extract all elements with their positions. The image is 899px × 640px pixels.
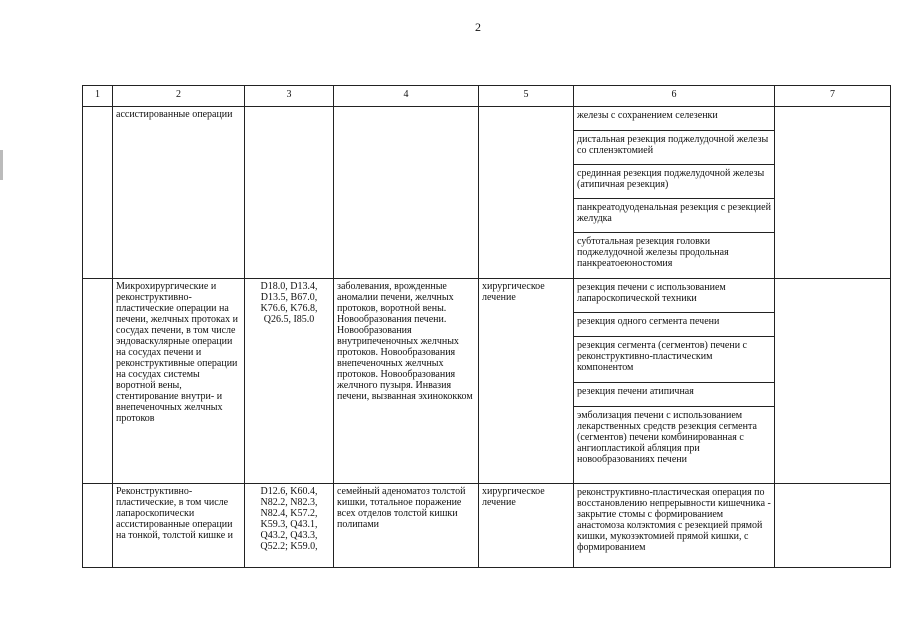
header-col-6: 6 — [574, 86, 775, 107]
row3-col1 — [83, 484, 113, 568]
row3-methods-list — [574, 484, 774, 557]
header-col-3: 3 — [245, 86, 334, 107]
header-col-2: 2 — [113, 86, 245, 107]
row1-methods-list — [574, 107, 774, 278]
row3-methods — [574, 484, 775, 568]
row3-treatment-type: хирургическое лечение — [479, 484, 574, 568]
method-item: панкреатодуоденальная резекция с резекцией желудка — [574, 199, 774, 233]
row2-methods — [574, 279, 775, 484]
method-item: реконструктивно-пластическая операция по восстановлению непрерывности кишечника - закрытие стомы с формированием анастомоза колэктомия с резекцией прямой кишки, мукозэктомией прямой кишки, с формированием — [577, 487, 771, 553]
method-item: дистальная резекция поджелудочной железы со спленэктомией — [574, 131, 774, 165]
procedures-table — [82, 85, 891, 568]
scan-artifact — [0, 150, 3, 180]
header-col-4: 4 — [334, 86, 479, 107]
row2-diagnosis: заболевания, врожденные аномалии печени, желчных протоков, воротной вены. Новообразования печени. Новообразования внутрипеченочных желчных протоков. Новообразования внепеченочных желчных протоков. Новообразования желчного пузыря. Инвазия печени, вызванная эхинококком — [334, 279, 479, 484]
row1-icd-codes — [245, 107, 334, 279]
row3-icd-codes: D12.6, K60.4, N82.2, N82.3, N82.4, K57.2, K59.3, Q43.1, Q43.2, Q43.3, Q52.2; K59.0, — [245, 484, 334, 568]
header-col-5: 5 — [479, 86, 574, 107]
row2-col1 — [83, 279, 113, 484]
row2-col7 — [775, 279, 891, 484]
header-col-7: 7 — [775, 86, 891, 107]
row1-methods — [574, 107, 775, 279]
method-item: резекция сегмента (сегментов) печени с реконструктивно-пластическим компонентом — [574, 337, 774, 383]
method-item: резекция одного сегмента печени — [574, 313, 774, 337]
row2-methods-list — [574, 279, 774, 474]
table-row — [83, 279, 891, 484]
method-item: резекция печени атипичная — [574, 383, 774, 407]
row2-procedure-group: Микрохирургические и реконструктивно-пластические операции на печени, желчных протоках и сосудах печени, в том числе эндоваскулярные операции на сосудах печени и реконструктивные операции на сосудах системы воротной вены, стентирование внутри- и внепеченочных желчных протоков — [113, 279, 245, 484]
row1-procedure-group: ассистированные операции — [113, 107, 245, 279]
method-item: эмболизация печени с использованием лекарственных средств резекция сегмента (сегментов) печени комбинированная с ангиопластикой абляция при новообразованиях печени — [577, 410, 757, 465]
row3-diagnosis: семейный аденоматоз толстой кишки, тотальное поражение всех отделов толстой кишки полипами — [334, 484, 479, 568]
row2-icd-codes: D18.0, D13.4, D13.5, B67.0, K76.6, K76.8, Q26.5, I85.0 — [245, 279, 334, 484]
row1-treatment-type — [479, 107, 574, 279]
header-col-1: 1 — [83, 86, 113, 107]
row3-procedure-group: Реконструктивно-пластические, в том числе лапароскопически ассистированные операции на тонкой, толстой кишке и — [113, 484, 245, 568]
table-row — [83, 484, 891, 568]
table-row — [83, 107, 891, 279]
row1-diagnosis — [334, 107, 479, 279]
row1-col7 — [775, 107, 891, 279]
method-item: резекция печени с использованием лапароскопической техники — [574, 279, 774, 313]
method-item: срединная резекция поджелудочной железы (атипичная резекция) — [574, 165, 774, 199]
row3-col7 — [775, 484, 891, 568]
method-item: железы с сохранением селезенки — [574, 107, 774, 131]
method-item: субтотальная резекция головки поджелудочной железы продольная панкреатоеюностомия — [577, 236, 729, 269]
row1-col1 — [83, 107, 113, 279]
row2-treatment-type: хирургическое лечение — [479, 279, 574, 484]
header-row — [83, 86, 891, 107]
page-number: 2 — [475, 20, 481, 34]
